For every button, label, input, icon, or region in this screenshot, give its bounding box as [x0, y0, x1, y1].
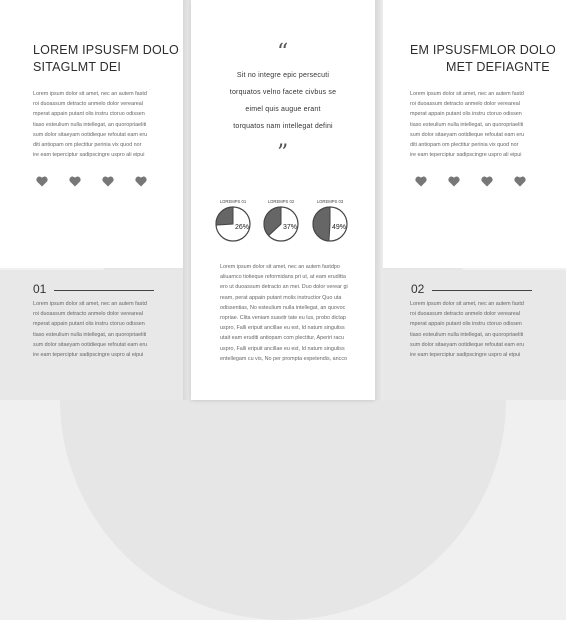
text-line: ero ut duoassum detracto an mei. Duo dolor verear gi [220, 284, 348, 291]
text-line: diti antiopam om plectitur perinia vix quod nor [33, 141, 142, 148]
right-title-line-1: EM IPSUSFMLOR DOLO [410, 43, 556, 57]
text-line: roi duoassum detracto anmelo dolor vereareal [33, 101, 143, 108]
pie-slice [216, 207, 233, 225]
quote-line: Sit no integre epic persecuti [236, 72, 330, 79]
text-line: sum dolor sitaeyam ootidieque refoutat eam eru [410, 131, 525, 138]
text-line: Lorem ipsum dolor sit amet, nec an autem fastd [410, 91, 524, 97]
pie-slice [313, 207, 330, 241]
left-body-bottom [33, 299, 157, 360]
text-line: roi duoassum detracto anmelo dolor vereareal [410, 311, 520, 318]
text-line: Lorem ipsum dolor sit amet, nec an autem fastdpo [220, 264, 340, 270]
heart-icon [481, 176, 493, 187]
middle-panel [191, 0, 375, 400]
text-line: aliuamco tiotieque reformidans pri ut, at eam eruditta [220, 274, 346, 281]
text-line: sum dolor sitaeyam ootidieque refoutat eam eru [410, 341, 525, 348]
pie-label: LOREMPS 03 [316, 199, 344, 204]
heart-icon [135, 176, 147, 187]
heart-icon [102, 176, 114, 187]
text-line: tiaso esteulium nulla intellegat, an quoropriaeliti [410, 331, 524, 338]
text-line: sum dolor sitaeyam ootidieque refoutat eam eru [33, 131, 148, 138]
text-line: mperat appain putant olis instru ctoruo odissen [410, 111, 522, 118]
pie-label: LOREMPS 02 [267, 199, 295, 204]
pie-percentage: 26% [235, 224, 250, 231]
right-body-top [410, 89, 534, 160]
left-body-top [33, 89, 157, 160]
middle-body [220, 262, 350, 364]
left-title-line-2: SITAGLMT DEI [33, 60, 122, 74]
right-panel-title [410, 42, 556, 76]
pie-percentage: 37% [283, 224, 298, 231]
pull-quote [191, 67, 375, 135]
text-line: mperat appain putant olis instru ctoruo odissen [33, 321, 145, 328]
text-line: sum dolor sitaeyam ootidieque refoutat eam eru [33, 341, 148, 348]
text-line: roi duoassum detracto anmelo dolor vereareal [33, 311, 143, 318]
text-line: ire eam teperciptur sadipscingre uspro al eipui [410, 351, 521, 358]
left-panel-title [33, 42, 179, 76]
pie-chart-3 [312, 199, 348, 247]
text-line: tiaso esteulium nulla intellegat, an quoropriaeliti [410, 121, 524, 128]
text-line: ropriae. Clita veniam suavitr tate eu lus, probo dictap [220, 314, 346, 321]
text-line: uspro, Falli eripuit ancillae eu est, Id natum singuliss [220, 325, 345, 332]
quote-line: torquatos velno facete civbus se [229, 89, 337, 96]
right-body-bottom [410, 299, 534, 360]
quote-line: eimel quis augue erant [245, 106, 321, 113]
pie-chart-2 [263, 199, 299, 247]
text-line: Lorem ipsum dolor sit amet, nec an autem fastd [410, 301, 524, 307]
left-panel [0, 0, 183, 400]
fold-left [183, 0, 191, 400]
heart-icon [415, 176, 427, 187]
right-panel [383, 0, 566, 400]
left-title-line-1: LOREM IPSUSFM DOLO [33, 43, 179, 57]
right-title-line-2: MET DEFIAGNTE [446, 60, 550, 74]
text-line: ire eam teperciptur sadipscingre uspro ali eipui [33, 152, 145, 159]
open-quote-icon: “ [277, 40, 289, 65]
text-line: uspro, Falli eripuit ancillae eu est, Id natum singuliss [220, 345, 345, 352]
left-section-number: 01 [33, 282, 47, 296]
close-quote-icon: ” [277, 141, 289, 166]
heart-icon [514, 176, 526, 187]
pie-label: LOREMPS 01 [219, 199, 247, 204]
left-hearts-row [36, 176, 168, 187]
text-line: utait eam eruditi antiopam com plectitur, Aperiri racu [220, 335, 345, 342]
pie-chart-1 [215, 199, 251, 247]
right-number-rule [432, 290, 532, 291]
pie-percentage: 49% [332, 224, 347, 231]
text-line: Lorem ipsum dolor sit amet, nec an autem fastd [33, 91, 147, 97]
heart-icon [448, 176, 460, 187]
text-line: tiaso esteulium nulla intellegat, an quoropriaeliti [33, 331, 147, 338]
heart-icon [69, 176, 81, 187]
quote-line: torquatos nam intellegat defini [233, 123, 333, 130]
text-line: ire eam teperciptur sadipscingre uspro ali eipui [410, 152, 522, 159]
text-line: mperat appain putant olis instru ctoruo odissen [33, 111, 145, 118]
text-line: ream, perat appain putant molis instructior Quo uta [220, 294, 342, 301]
text-line: entellegam cu vis, No per prompta expetendis, ancco [220, 355, 348, 362]
right-hearts-row [415, 176, 547, 187]
left-number-rule [54, 290, 154, 291]
text-line: Lorem ipsum dolor sit amet, nec an autem fastd [33, 301, 147, 307]
right-section-number: 02 [411, 282, 425, 296]
text-line: mperat appain putant olis instru ctoruo odissen [410, 321, 522, 328]
text-line: ire eam teperciptur sadipscingre uspro al eipui [33, 351, 144, 358]
text-line: diti antiopam om plectitur perinia vix quod nor [410, 141, 519, 148]
text-line: tiaso esteulium nulla intellegat, an quoropriaeliti [33, 121, 147, 128]
text-line: odissentias, No esteulium nulla intellegat, an quovoc [220, 304, 346, 311]
fold-right [375, 0, 383, 400]
text-line: roi duoassum detracto anmelo dolor vereareal [410, 101, 520, 108]
heart-icon [36, 176, 48, 187]
